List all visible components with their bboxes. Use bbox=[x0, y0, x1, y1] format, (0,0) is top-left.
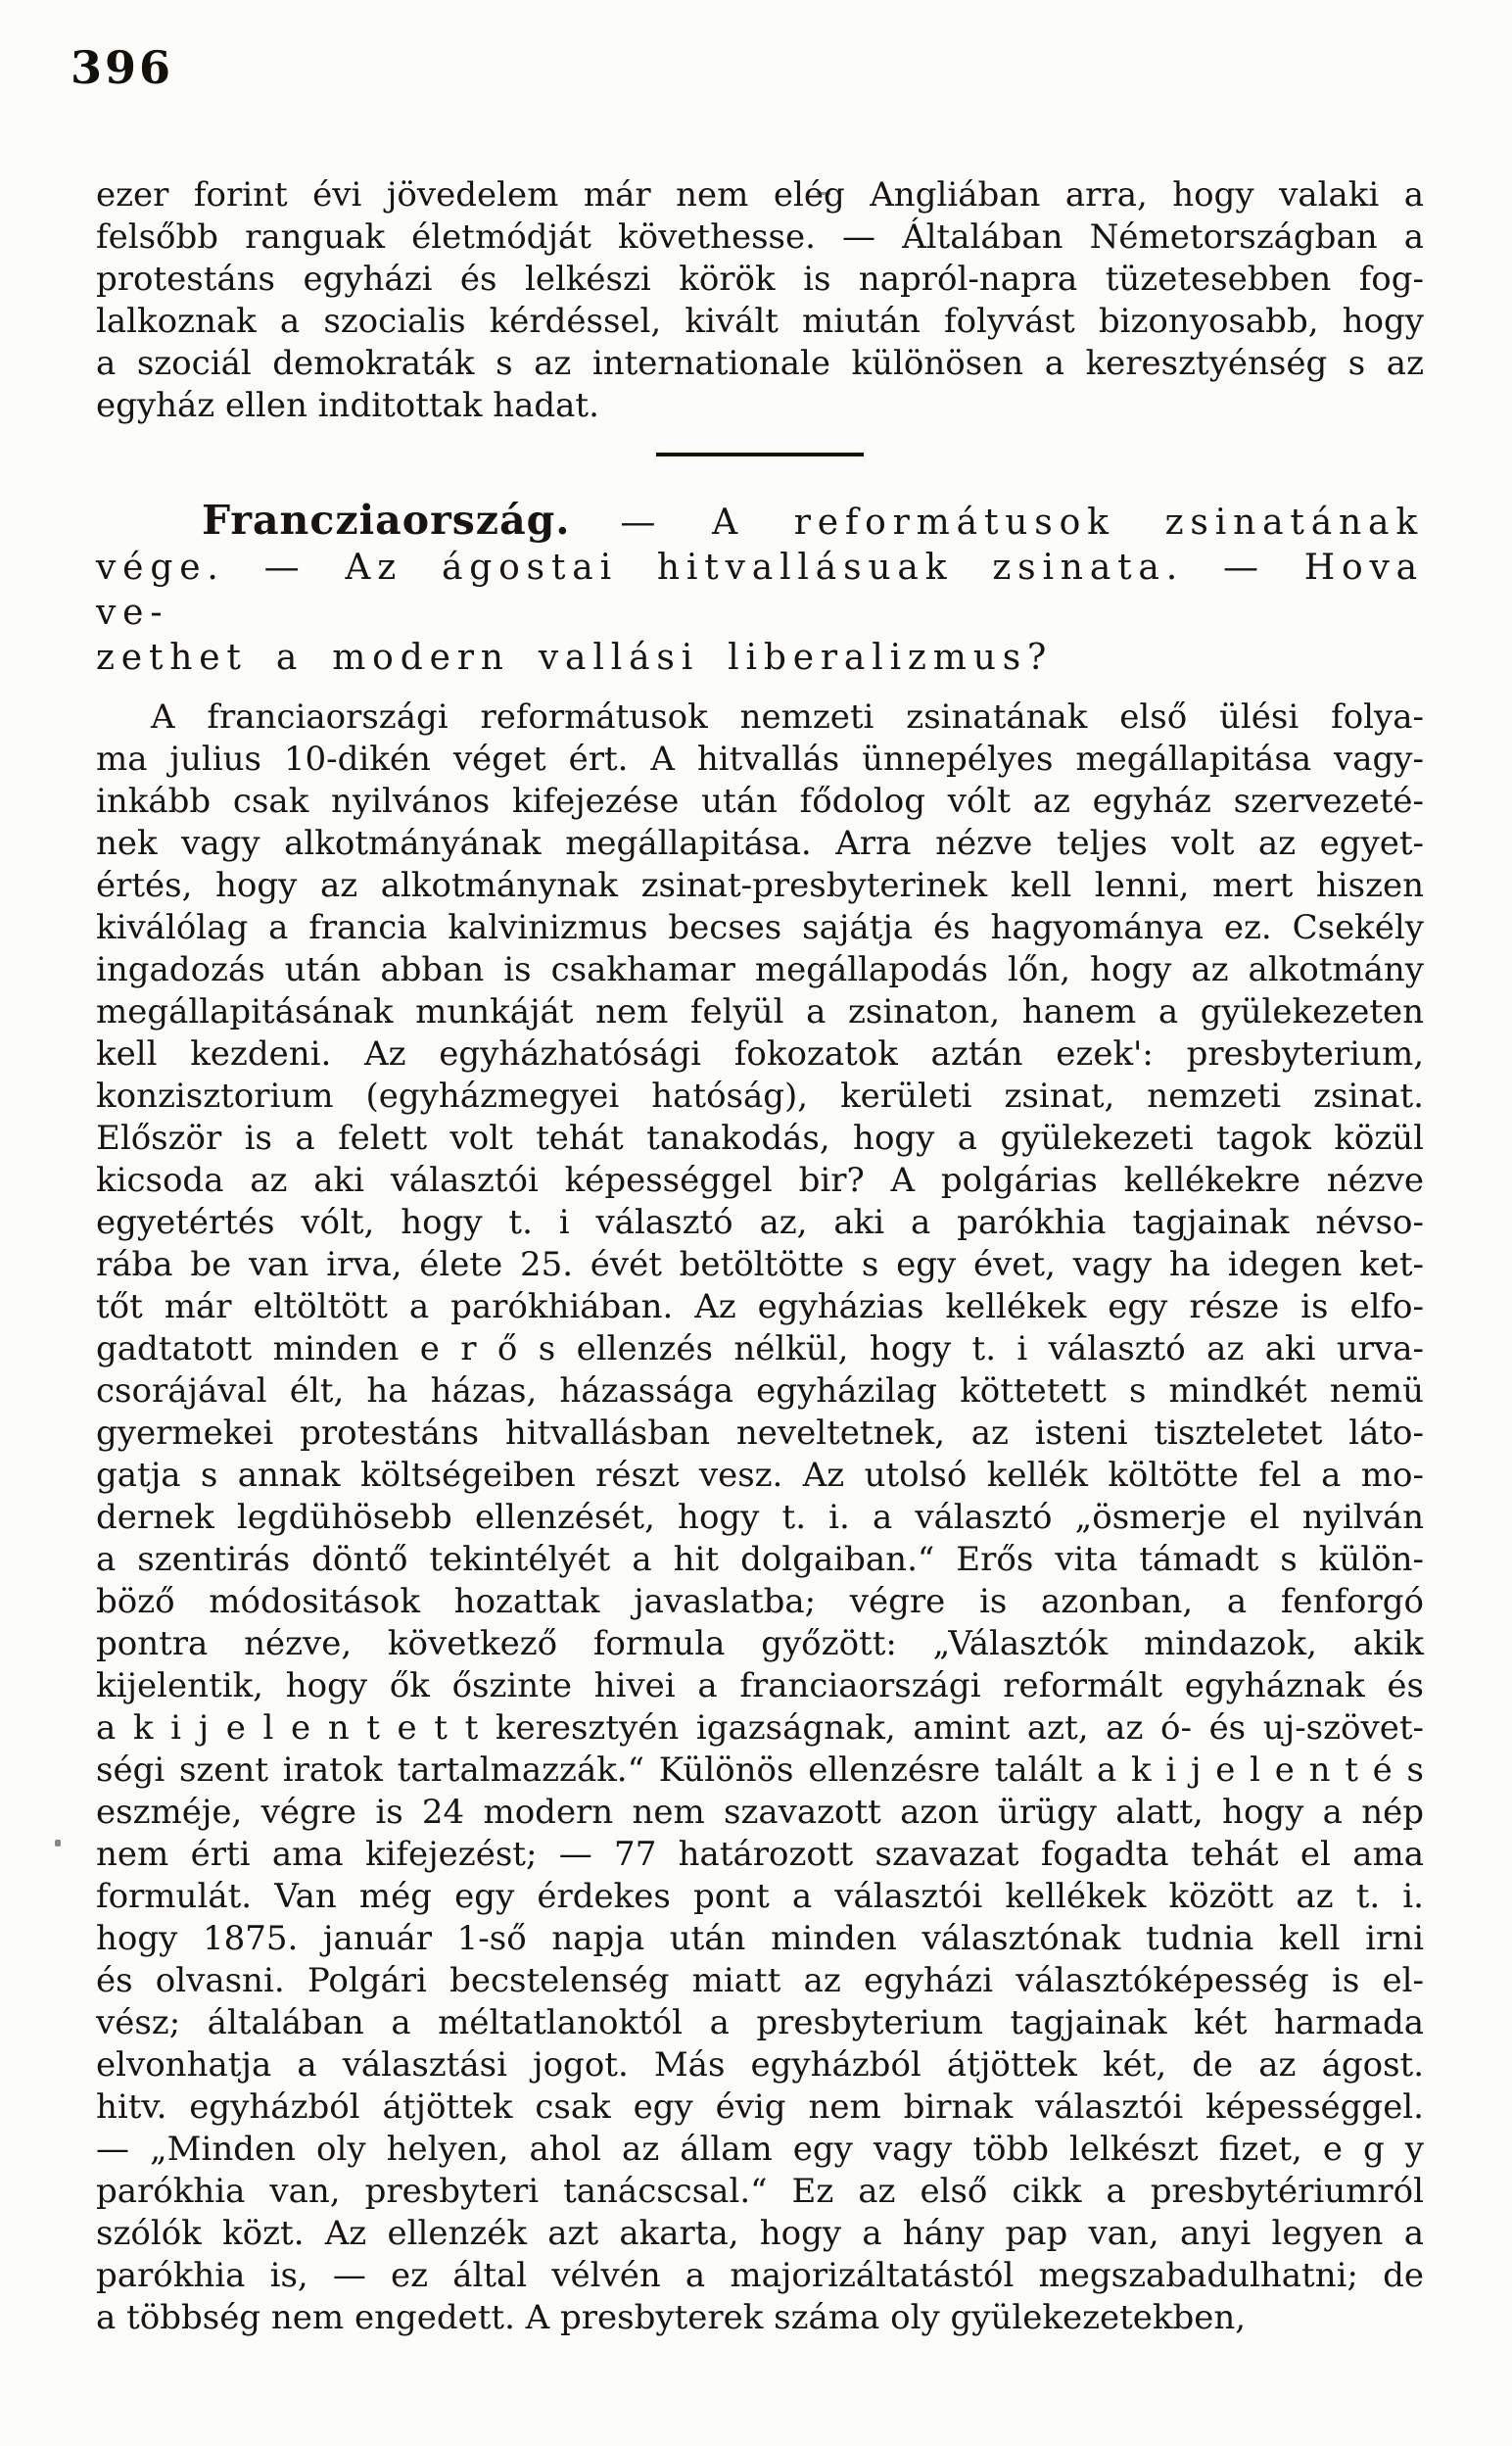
text-line: felsőbb ranguak életmódját követhesse. — Általában Németországban a bbox=[96, 217, 1424, 257]
text-line: gatja s annak költségeiben részt vesz. Az utolsó kellék költötte fel a mo- bbox=[96, 1456, 1424, 1495]
text-line: a szociál demokraták s az internationale különösen a keresztyénség s az bbox=[96, 344, 1424, 383]
text-line: kijelentik, hogy ők őszinte hivei a franciaországi reformált egyháznak és bbox=[96, 1666, 1424, 1705]
text-line: tőt már eltöltött a parókhiában. Az egyházias kellékek egy része is elfo- bbox=[96, 1287, 1424, 1326]
text-line: kiválólag a francia kalvinizmus becses sajátja és hagyománya ez. Csekély bbox=[96, 908, 1424, 947]
scan-artifact bbox=[55, 1840, 61, 1846]
text-line: hitv. egyházból átjöttek csak egy évig nem birnak választói képességgel. bbox=[96, 2087, 1424, 2127]
text-line: ségi szent iratok tartalmazzák.“ Különös ellenzésre talált a k i j e l e n t é s bbox=[96, 1751, 1424, 1790]
text-line: pontra nézve, következő formula győzött: „Választók mindazok, akik bbox=[96, 1624, 1424, 1663]
text-line: gadtatott minden e r ő s ellenzés nélkül, hogy t. i választó az aki urva- bbox=[96, 1329, 1424, 1368]
text-line: a szentirás döntő tekintélyét a hit dolgaiban.“ Erős vita támadt s külön- bbox=[96, 1540, 1424, 1579]
text-line: inkább csak nyilvános kifejezése után fődolog vólt az egyház szervezeté- bbox=[96, 782, 1424, 821]
text-line: egyház ellen inditottak hadat. bbox=[96, 386, 599, 425]
text-line: értés, hogy az alkotmánynak zsinat-presbyterinek kell lenni, mert hiszen bbox=[96, 866, 1424, 905]
text-line: rába be van irva, élete 25. évét betöltötte s egy évet, vagy ha idegen ket- bbox=[96, 1245, 1424, 1284]
heading-line: zethet a modern vallási liberalizmus? bbox=[96, 638, 1054, 678]
main-paragraph bbox=[96, 696, 1424, 2339]
heading-subtitle-part: — A reformátusok zsinatának bbox=[570, 503, 1424, 543]
text-line: a k i j e l e n t e t t keresztyén igazságnak, amint azt, az ó- és uj-szövet- bbox=[96, 1708, 1424, 1748]
text-line: eszméje, végre is 24 modern nem szavazott azon ürügy alatt, hogy a nép bbox=[96, 1793, 1424, 1832]
text-block bbox=[96, 174, 1424, 2339]
text-line: kicsoda az aki választói képességgel bir? A polgárias kellékekre nézve bbox=[96, 1161, 1424, 1200]
text-line: gyermekei protestáns hitvallásban neveltetnek, az isteni tiszteletet láto- bbox=[96, 1414, 1424, 1453]
text-line: A franciaországi reformátusok nemzeti zsinatának első ülési folya- bbox=[151, 697, 1424, 737]
text-line: nem érti ama kifejezést; — 77 határozott szavazat fogadta tehát el ama bbox=[96, 1835, 1424, 1874]
text-line: dernek legdühösebb ellenzését, hogy t. i. a választó „ösmerje el nyilván bbox=[96, 1498, 1424, 1537]
text-line: Először is a felett volt tehát tanakodás, hogy a gyülekezeti tagok közül bbox=[96, 1119, 1424, 1158]
text-line: szólók közt. Az ellenzék azt akarta, hogy a hány pap van, anyi legyen a bbox=[96, 2214, 1424, 2253]
section-title: Francziaország. bbox=[202, 497, 571, 544]
heading-line: vége. — Az ágostai hitvallásuak zsinata. — Hova ve- bbox=[96, 548, 1424, 633]
text-line: egyetértés vólt, hogy t. i választó az, aki a parókhia tagjainak névso- bbox=[96, 1203, 1424, 1242]
text-line: csorájával élt, ha házas, házassága egyházilag köttetett s mindkét nemü bbox=[96, 1371, 1424, 1411]
text-line: ma julius 10-dikén véget ért. A hitvallás ünnepélyes megállapitása vagy- bbox=[96, 740, 1424, 779]
text-line: megállapitásának munkáját nem felyül a zsinaton, hanem a gyülekezeten bbox=[96, 992, 1424, 1031]
text-line: lalkoznak a szocialis kérdéssel, kivált miután folyvást bizonyosabb, hogy bbox=[96, 302, 1424, 341]
text-line: ezer forint évi jövedelem már nem elég Angliában arra, hogy valaki a bbox=[96, 175, 1424, 215]
intro-paragraph bbox=[96, 174, 1424, 427]
text-line: kell kezdeni. Az egyházhatósági fokozatok aztán ezek': presbyterium, bbox=[96, 1034, 1424, 1074]
heading-line bbox=[96, 498, 1424, 546]
text-line: ingadozás után abban is csakhamar megállapodás lőn, hogy az alkotmány bbox=[96, 950, 1424, 989]
text-line: böző módositások hozattak javaslatba; végre is azonban, a fenforgó bbox=[96, 1582, 1424, 1621]
text-line: a többség nem engedett. A presbyterek száma oly gyülekezetekben, bbox=[96, 2298, 1247, 2337]
text-line: nek vagy alkotmányának megállapitása. Arra nézve teljes volt az egyet- bbox=[96, 824, 1424, 863]
text-line: és olvasni. Polgári becstelenség miatt az egyházi választóképesség is el- bbox=[96, 1961, 1424, 2000]
text-line: formulát. Van még egy érdekes pont a választói kellékek között az t. i. bbox=[96, 1877, 1424, 1916]
text-line: parókhia is, — ez által vélvén a majorizáltatástól megszabadulhatni; de bbox=[96, 2256, 1424, 2295]
text-line: — „Minden oly helyen, ahol az állam egy vagy több lelkészt fizet, e g y bbox=[96, 2130, 1424, 2169]
text-line: vész; általában a méltatlanoktól a presbyterium tagjainak két harmada bbox=[96, 2003, 1424, 2042]
text-line: protestáns egyházi és lelkészi körök is napról-napra tüzetesebben fog- bbox=[96, 260, 1424, 299]
text-line: elvonhatja a választási jogot. Más egyházból átjöttek két, de az ágost. bbox=[96, 2045, 1424, 2085]
section-separator bbox=[656, 453, 864, 456]
page-number: 396 bbox=[71, 41, 174, 94]
text-line: konzisztorium (egyházmegyei hatóság), kerületi zsinat, nemzeti zsinat. bbox=[96, 1077, 1424, 1116]
text-line: parókhia van, presbyteri tanácscsal.“ Ez az első cikk a presbytériumról bbox=[96, 2172, 1424, 2211]
section-heading bbox=[96, 498, 1424, 681]
text-line: hogy 1875. január 1-ső napja után minden választónak tudnia kell irni bbox=[96, 1919, 1424, 1958]
